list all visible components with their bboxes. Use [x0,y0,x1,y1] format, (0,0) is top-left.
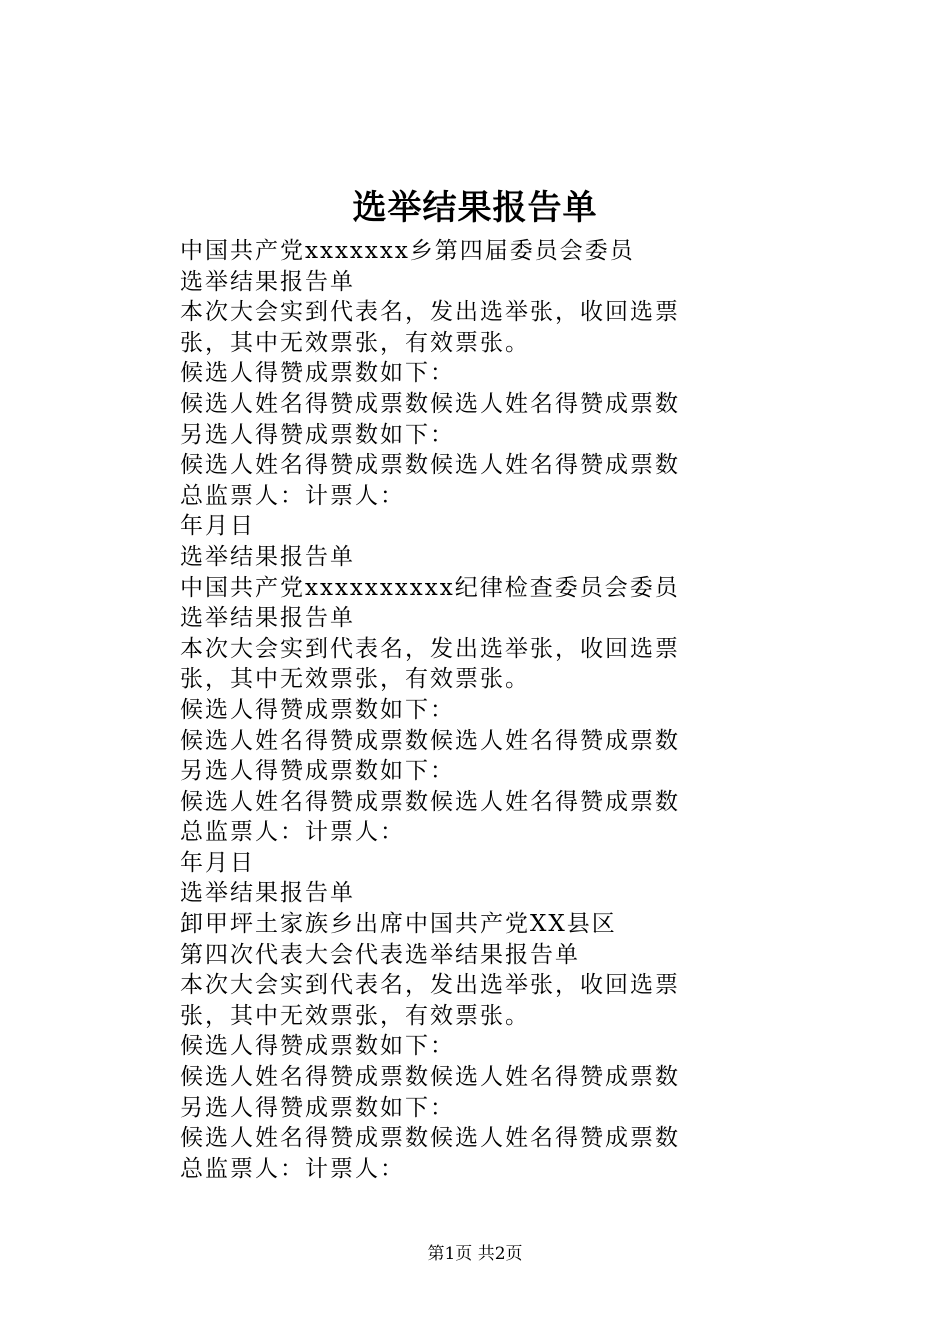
body-line: 候选人得赞成票数如下： [180,696,455,723]
body-line: 另选人得赞成票数如下： [180,758,455,785]
body-line: 中国共产党xxxxxxx乡第四届委员会委员 [180,238,635,264]
body-line: 选举结果报告单 [180,268,355,295]
body-line: 本次大会实到代表名，发出选举张，收回选票 [180,299,680,326]
body-line: 另选人得赞成票数如下： [180,421,455,448]
body-line: 候选人姓名得赞成票数候选人姓名得赞成票数 [180,390,680,417]
body-line: 张，其中无效票张，有效票张。 [180,666,530,693]
body-line: 另选人得赞成票数如下： [180,1094,455,1121]
body-line: 中国共产党xxxxxxxxxx纪律检查委员会委员 [180,574,680,601]
body-line: 候选人得赞成票数如下： [180,360,455,387]
body-line: 卸甲坪土家族乡出席中国共产党XX县区 [180,911,617,938]
body-line: 本次大会实到代表名，发出选举张，收回选票 [180,635,680,662]
body-line: 年月日 [180,849,255,876]
body-line: 候选人姓名得赞成票数候选人姓名得赞成票数 [180,1125,680,1152]
page-footer: 第1页 共2页 [427,1244,523,1264]
document-body [180,236,700,1184]
body-line: 选举结果报告单 [180,543,355,570]
body-line: 选举结果报告单 [180,605,355,632]
body-line: 候选人姓名得赞成票数候选人姓名得赞成票数 [180,727,680,754]
document-title: 选举结果报告单 [352,188,598,228]
body-line: 候选人姓名得赞成票数候选人姓名得赞成票数 [180,452,680,479]
body-line: 候选人姓名得赞成票数候选人姓名得赞成票数 [180,1064,680,1091]
body-line: 总监票人：计票人： [180,1155,405,1182]
body-line: 候选人姓名得赞成票数候选人姓名得赞成票数 [180,788,680,815]
body-line: 年月日 [180,513,255,540]
body-line: 张，其中无效票张，有效票张。 [180,329,530,356]
body-line: 总监票人：计票人： [180,819,405,846]
body-line: 候选人得赞成票数如下： [180,1033,455,1060]
body-line: 张，其中无效票张，有效票张。 [180,1002,530,1029]
body-line: 第四次代表大会代表选举结果报告单 [180,941,580,968]
body-line: 选举结果报告单 [180,880,355,907]
body-line: 总监票人：计票人： [180,482,405,509]
body-line: 本次大会实到代表名，发出选举张，收回选票 [180,972,680,999]
